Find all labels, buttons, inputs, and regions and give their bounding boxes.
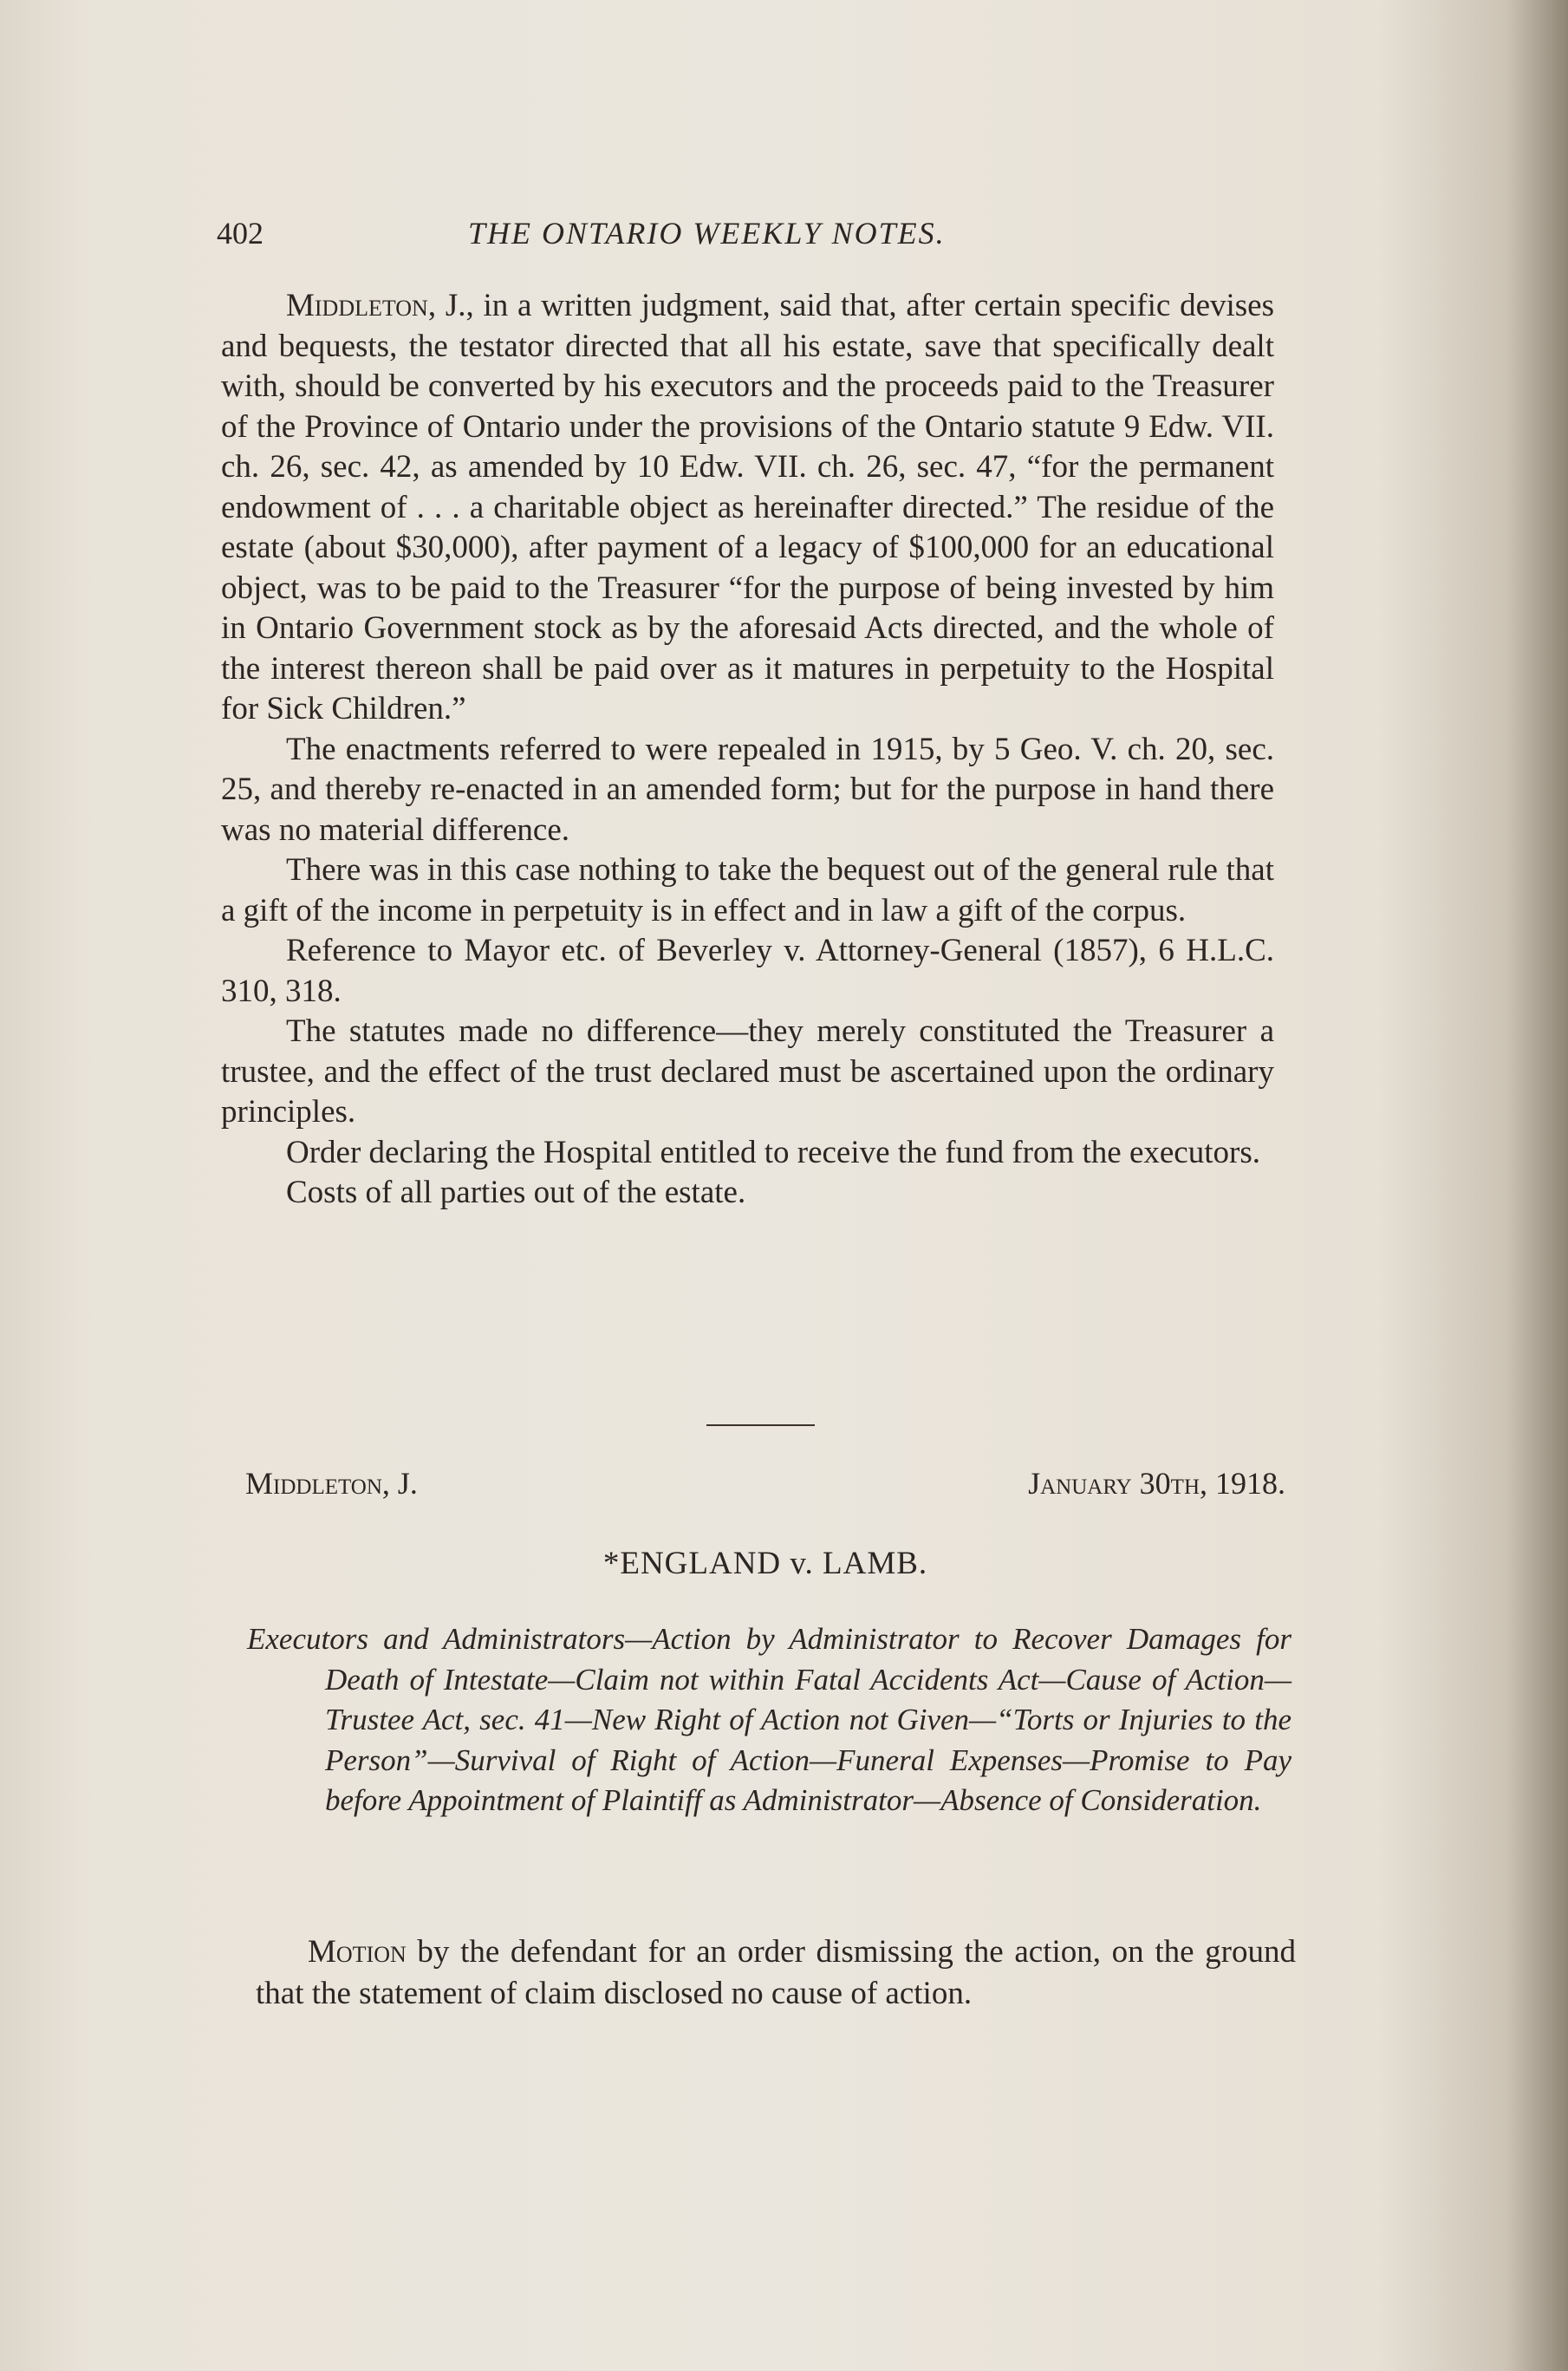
- page-number: 402: [217, 216, 264, 251]
- case-judge: Middleton, J.: [245, 1466, 418, 1501]
- motion-text: [256, 1931, 1296, 2015]
- motion-paragraph: [256, 1931, 1296, 2015]
- motion-body: by the defendant for an order dismissing the action, on the ground that the statement of claim disclosed no cause of action.: [256, 1934, 1296, 2011]
- case-headnote: Executors and Administrators—Action by Administrator to Recover Damages for Death of Intestate—Claim not within Fatal Accidents Act—Cause of Action—Trustee Act, sec. 41—New Right of Action not Given—“Torts or Injuries to the Person”—Survival of Right of Action—Funeral Expenses—Promise to Pay before Appointment of Plaintiff as Administrator—Absence of Consideration.: [247, 1622, 1291, 1817]
- judgment-paragraph: Order declaring the Hospital entitled to receive the fund from the executors.: [286, 1134, 1260, 1170]
- judgment-text: [221, 286, 1274, 1214]
- judgment-paragraph: The enactments referred to were repealed in 1915, by 5 Geo. V. ch. 20, sec. 25, and thereby re-enacted in an amended form; but for the purpose in hand there was no material difference.: [221, 731, 1274, 848]
- judgment-paragraph: [221, 286, 1274, 730]
- judgment-paragraph: The statutes made no difference—they merely constituted the Treasurer a trustee, and the effect of the trust declared must be ascertained upon the ordinary principles.: [221, 1013, 1274, 1130]
- section-divider: [706, 1424, 815, 1426]
- motion-lead: Motion: [308, 1934, 407, 1970]
- case-title: *ENGLAND v. LAMB.: [602, 1546, 928, 1581]
- case-line: [245, 1465, 1285, 1508]
- page-header: [217, 215, 1283, 267]
- judgment-paragraph: Reference to Mayor etc. of Beverley v. Attorney-General (1857), 6 H.L.C. 310, 318.: [221, 933, 1274, 1009]
- paragraph-text: , J., in a written judgment, said that, after certain specific devises and bequests, the testator directed that all his estate, save that specifically dealt with, should be converted by his executors and the proceeds paid to the Treasurer of the Province of Ontario under the provisions of the Ontario statute 9 Edw. VII. ch. 26, sec. 42, as amended by 10 Edw. VII. ch. 26, sec. 47, “for the permanent endowment of . . . a charitable object as hereinafter directed.” The residue of the estate (about $30,000), after payment of a legacy of $100,000 for an educational object, was to be paid to the Treasurer “for the purpose of being invested by him in Ontario Government stock as by the aforesaid Acts directed, and the whole of the interest thereon shall be paid over as it matures in perpetuity to the Hospital for Sick Children.”: [221, 288, 1274, 726]
- running-head: THE ONTARIO WEEKLY NOTES.: [468, 216, 946, 251]
- judgment-paragraph: Costs of all parties out of the estate.: [286, 1175, 746, 1210]
- judge-name: Middleton: [286, 288, 428, 323]
- judgment-paragraph: There was in this case nothing to take the bequest out of the general rule that a gift of the income in perpetuity is in effect and in law a gift of the corpus.: [221, 852, 1274, 928]
- case-date: January 30th, 1918.: [1028, 1466, 1285, 1501]
